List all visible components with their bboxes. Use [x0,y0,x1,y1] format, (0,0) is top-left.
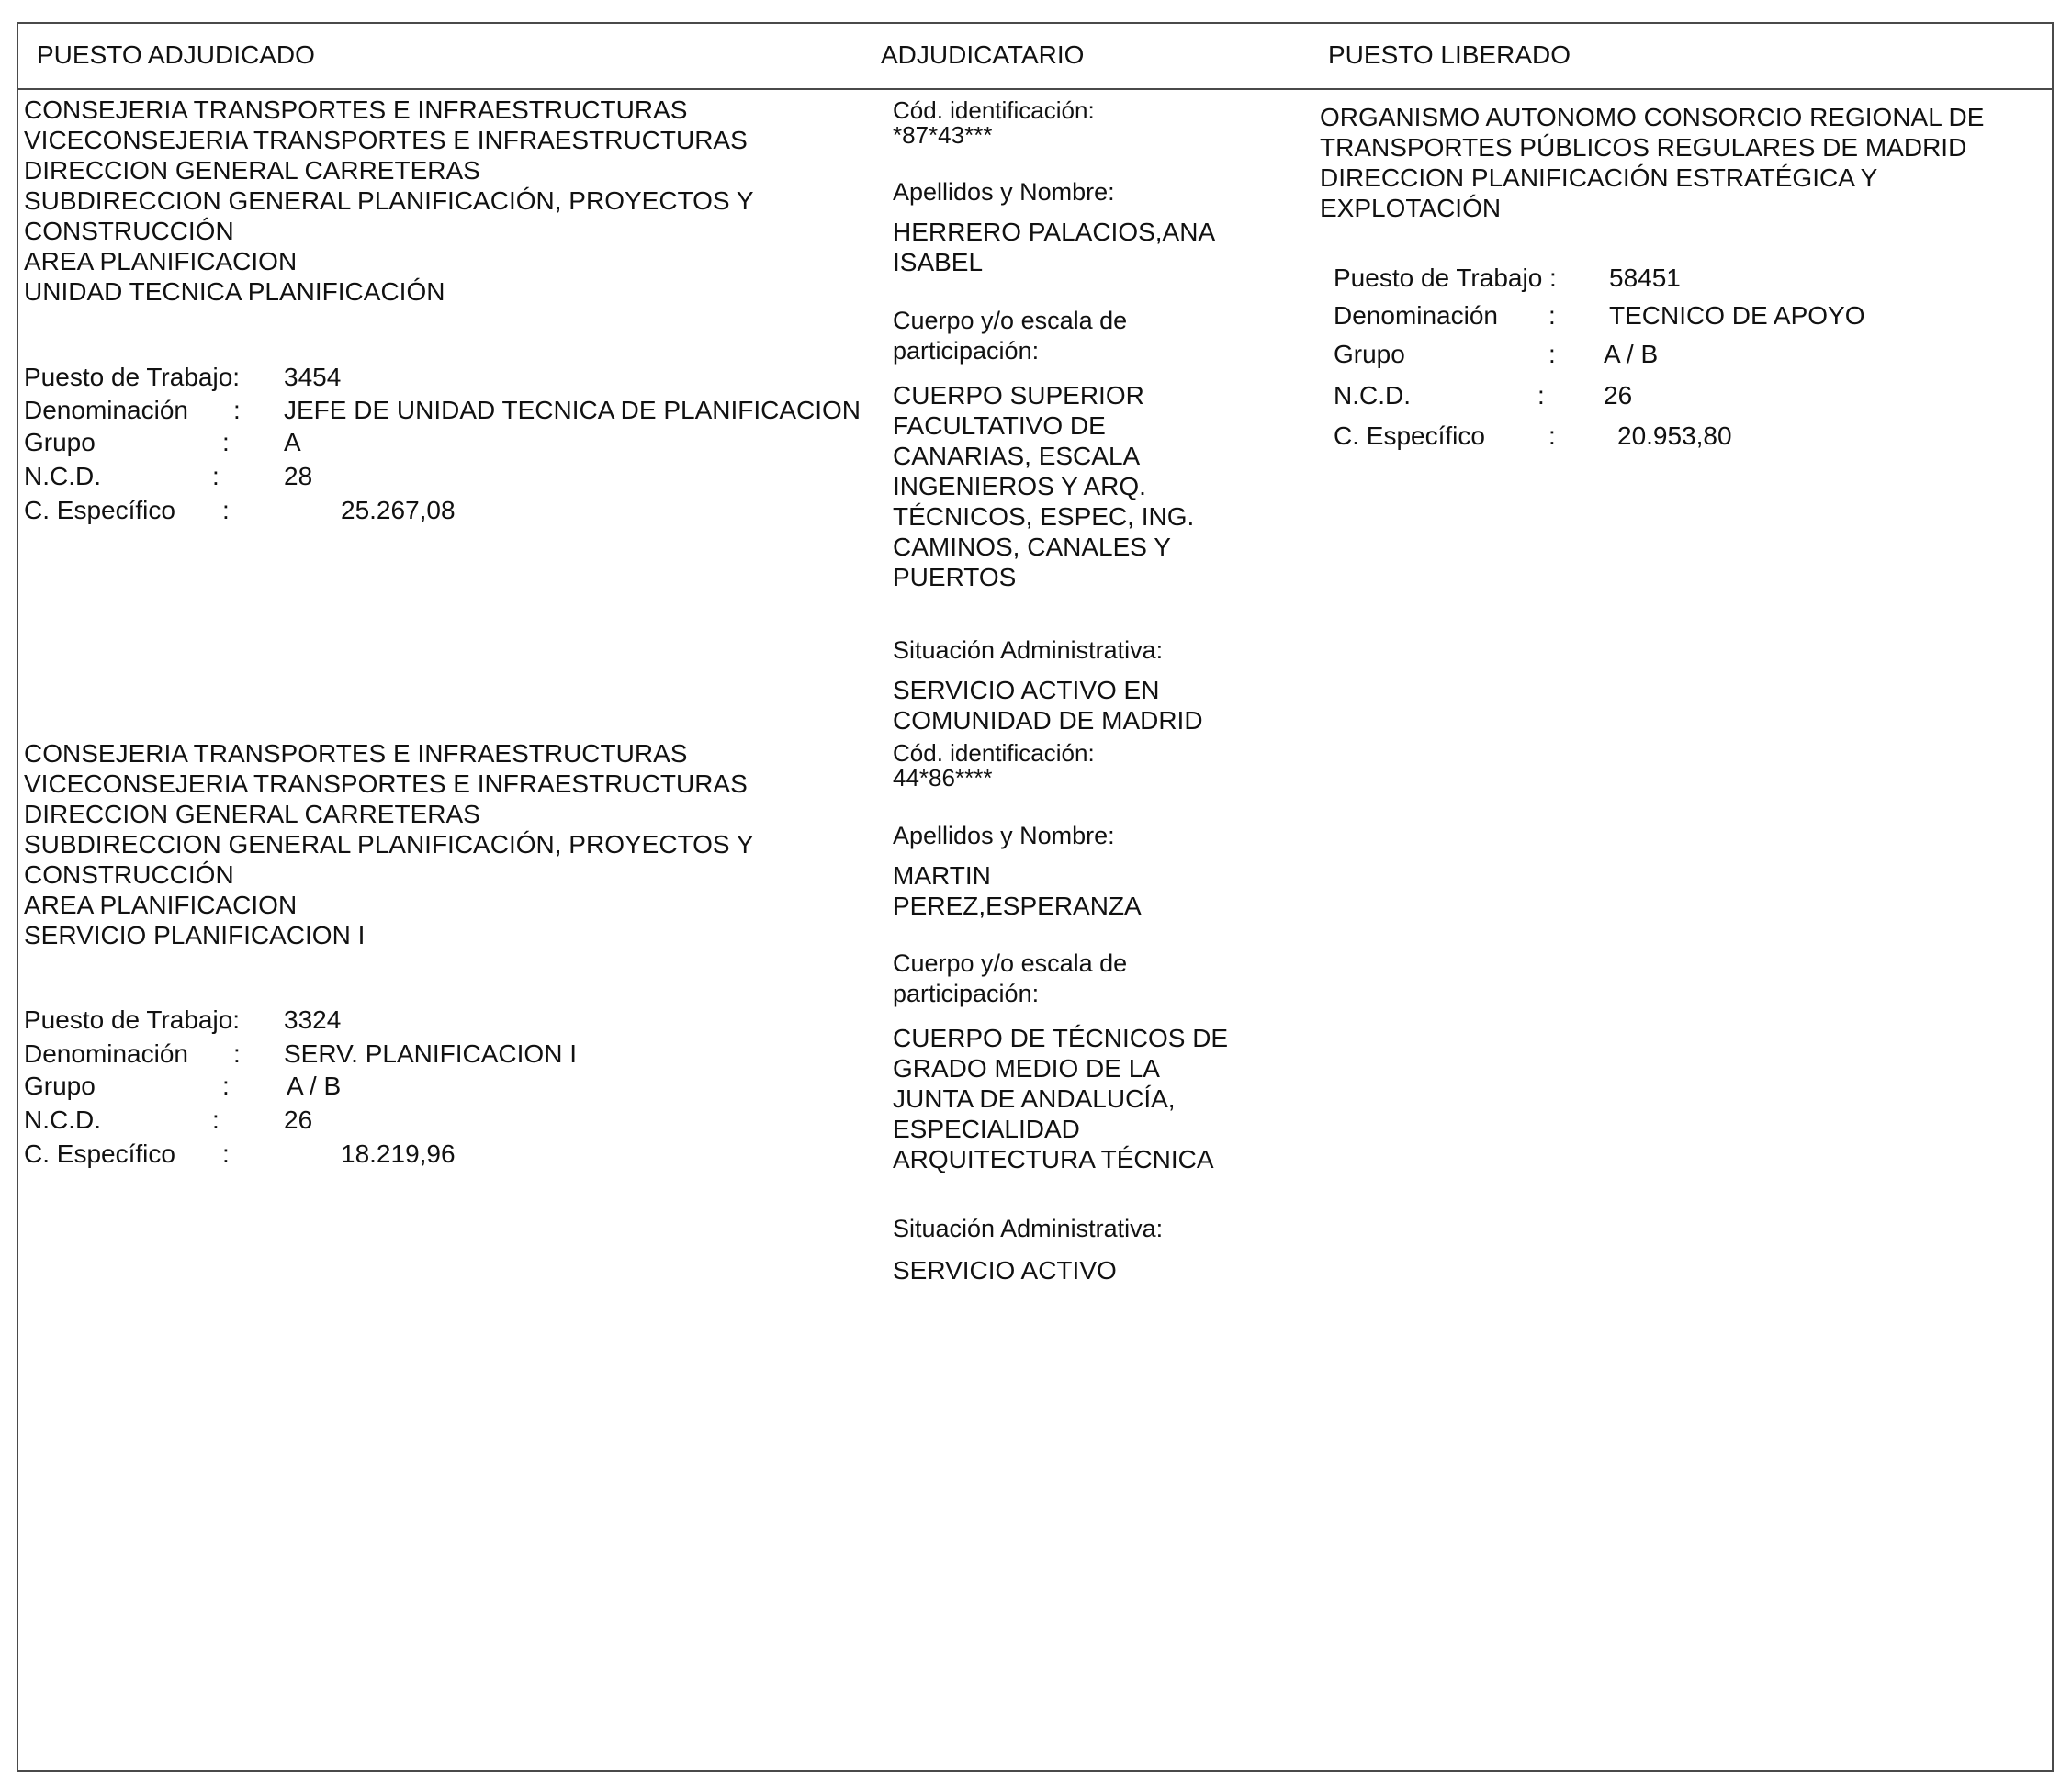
label-situacion: Situación Administrativa: [893,1215,1164,1242]
cuerpo-label-line: Cuerpo y/o escala de [893,307,1128,334]
colon: : [1537,381,1545,410]
org-line: CONSTRUCCIÓN [24,860,234,889]
colon: : [212,462,220,490]
colon: : [233,1039,241,1068]
colon: : [1548,340,1556,368]
header-puesto-liberado: PUESTO LIBERADO [1328,40,1571,69]
cuerpo-line: CUERPO SUPERIOR [893,381,1144,410]
entry1-organization [24,95,754,307]
liberado-denominacion: TECNICO DE APOYO [1609,301,1865,330]
header-divider [17,88,2054,90]
liberado-grupo: A / B [1604,340,1659,368]
cuerpo-line: CUERPO DE TÉCNICOS DE [893,1024,1229,1052]
org-line: VICECONSEJERIA TRANSPORTES E INFRAESTRUCTURAS [24,126,748,154]
entry1-ncd: 28 [284,462,313,490]
label-ncd: N.C.D. [24,462,101,490]
cuerpo-line: FACULTATIVO DE [893,411,1106,440]
entry1-cod: *87*43*** [893,121,993,149]
colon: : [1548,301,1556,330]
situacion-line: SERVICIO ACTIVO EN [893,676,1160,704]
nombre-line: MARTIN [893,861,991,890]
entry2-ncd: 26 [284,1106,313,1134]
org-line: VICECONSEJERIA TRANSPORTES E INFRAESTRUCTURAS [24,769,748,798]
label-c-especifico: C. Específico [24,1140,175,1168]
entry2-nombre [893,860,1142,921]
org-line: CONSEJERIA TRANSPORTES E INFRAESTRUCTURAS [24,95,688,124]
liberado-organization [1320,102,1984,223]
entry1-cuerpo [893,380,1194,592]
label-grupo: Grupo [1334,340,1405,368]
label-denominacion: Denominación [24,1039,188,1068]
liberado-puesto-trabajo: 58451 [1609,264,1681,292]
liberado-ncd: 26 [1604,381,1633,410]
nombre-line: PEREZ,ESPERANZA [893,892,1142,920]
label-c-especifico: C. Específico [1334,421,1485,450]
situacion-line: SERVICIO ACTIVO [893,1256,1117,1285]
org-line: SUBDIRECCION GENERAL PLANIFICACIÓN, PROYECTOS Y [24,186,754,215]
label-apellidos-nombre: Apellidos y Nombre: [893,822,1115,849]
situacion-line: COMUNIDAD DE MADRID [893,706,1203,735]
entry1-puesto-trabajo: 3454 [284,363,342,391]
label-puesto-trabajo: Puesto de Trabajo: [24,363,241,391]
label-cod-identificacion: Cód. identificación: [893,96,1095,124]
org-line: ORGANISMO AUTONOMO CONSORCIO REGIONAL DE [1320,103,1985,131]
label-puesto-trabajo: Puesto de Trabajo : [1334,264,1557,292]
label-cuerpo [893,949,1127,1009]
entry1-situacion [893,675,1203,735]
cuerpo-label-line: participación: [893,980,1040,1007]
entry2-puesto-trabajo: 3324 [284,1005,342,1034]
entry1-c-especifico: 25.267,08 [341,496,456,524]
entry2-situacion [893,1255,1117,1286]
cuerpo-line: CAMINOS, CANALES Y [893,533,1171,561]
org-line: DIRECCION PLANIFICACIÓN ESTRATÉGICA Y [1320,163,1878,192]
cuerpo-line: ARQUITECTURA TÉCNICA [893,1145,1214,1173]
cuerpo-label-line: Cuerpo y/o escala de [893,949,1128,977]
entry2-cod: 44*86**** [893,764,993,792]
entry1-denominacion: JEFE DE UNIDAD TECNICA DE PLANIFICACION [284,396,861,424]
liberado-c-especifico: 20.953,80 [1617,421,1732,450]
org-line: SERVICIO PLANIFICACION I [24,921,366,949]
colon: : [212,1106,220,1134]
cuerpo-line: TÉCNICOS, ESPEC, ING. [893,502,1195,531]
nombre-line: HERRERO PALACIOS,ANA [893,218,1216,246]
entry2-organization [24,738,754,950]
org-line: AREA PLANIFICACION [24,247,298,275]
colon: : [233,396,241,424]
cuerpo-line: CANARIAS, ESCALA [893,442,1141,470]
label-grupo: Grupo [24,428,96,456]
org-line: CONSEJERIA TRANSPORTES E INFRAESTRUCTURAS [24,739,688,768]
label-denominacion: Denominación [24,396,188,424]
label-denominacion: Denominación [1334,301,1498,330]
org-line: DIRECCION GENERAL CARRETERAS [24,800,480,828]
entry1-nombre [893,217,1215,277]
entry2-cuerpo [893,1023,1228,1174]
label-c-especifico: C. Específico [24,496,175,524]
cuerpo-label-line: participación: [893,337,1040,365]
label-cod-identificacion: Cód. identificación: [893,739,1095,767]
colon: : [1548,421,1556,450]
org-line: SUBDIRECCION GENERAL PLANIFICACIÓN, PROYECTOS Y [24,830,754,859]
colon: : [222,1140,230,1168]
header-puesto-adjudicado: PUESTO ADJUDICADO [37,40,315,69]
cuerpo-line: INGENIEROS Y ARQ. [893,472,1146,500]
colon: : [222,428,230,456]
org-line: UNIDAD TECNICA PLANIFICACIÓN [24,277,445,306]
entry2-grupo: A / B [287,1072,342,1100]
label-apellidos-nombre: Apellidos y Nombre: [893,178,1115,206]
label-grupo: Grupo [24,1072,96,1100]
cuerpo-line: PUERTOS [893,563,1017,591]
label-situacion: Situación Administrativa: [893,636,1164,664]
cuerpo-line: GRADO MEDIO DE LA [893,1054,1160,1083]
org-line: EXPLOTACIÓN [1320,194,1502,222]
label-cuerpo [893,306,1127,366]
org-line: CONSTRUCCIÓN [24,217,234,245]
entry1-grupo: A [284,428,301,456]
org-line: AREA PLANIFICACION [24,891,298,919]
cuerpo-line: ESPECIALIDAD [893,1115,1080,1143]
colon: : [222,1072,230,1100]
entry2-c-especifico: 18.219,96 [341,1140,456,1168]
org-line: DIRECCION GENERAL CARRETERAS [24,156,480,185]
label-ncd: N.C.D. [24,1106,101,1134]
org-line: TRANSPORTES PÚBLICOS REGULARES DE MADRID [1320,133,1967,162]
entry2-denominacion: SERV. PLANIFICACION I [284,1039,577,1068]
cuerpo-line: JUNTA DE ANDALUCÍA, [893,1084,1176,1113]
header-adjudicatario: ADJUDICATARIO [881,40,1085,69]
nombre-line: ISABEL [893,248,984,276]
colon: : [222,496,230,524]
label-puesto-trabajo: Puesto de Trabajo: [24,1005,241,1034]
label-ncd: N.C.D. [1334,381,1411,410]
